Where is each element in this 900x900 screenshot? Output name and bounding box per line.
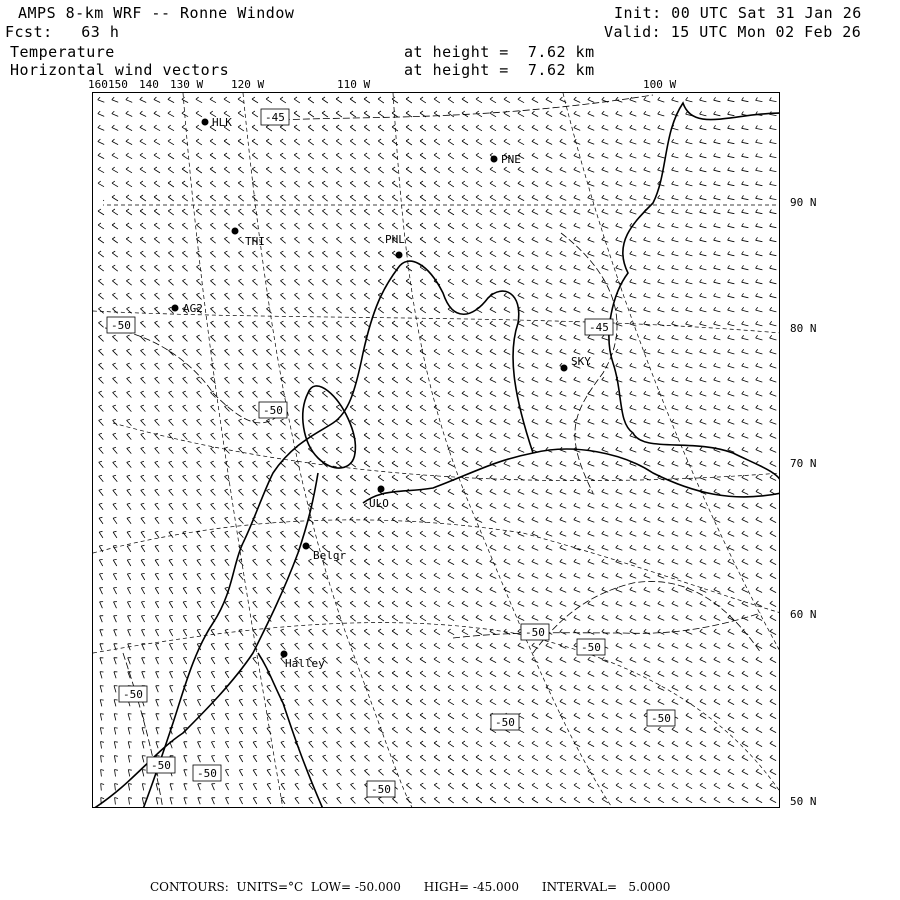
station-ag2-marker xyxy=(172,305,179,312)
contour-label-4 xyxy=(259,402,287,418)
lon-label-120w: 120 W xyxy=(231,78,265,91)
svg-text:-50: -50 xyxy=(111,319,131,332)
berkner-island xyxy=(303,386,356,468)
contour-label-10 xyxy=(147,757,175,773)
lon-label-160: 160 xyxy=(88,78,108,91)
contour-minus50-mid xyxy=(533,581,761,653)
lon-label-130w: 130 W xyxy=(170,78,204,91)
wind-barbs xyxy=(98,97,777,805)
field-label-wind: Horizontal wind vectors xyxy=(10,61,230,79)
lat-label-80n: 80 N xyxy=(790,322,817,335)
svg-text:-50: -50 xyxy=(525,626,545,639)
contour-label-9 xyxy=(647,710,675,726)
lat-label-90n: 90 N xyxy=(790,196,817,209)
height-label-1: at height = 7.62 km xyxy=(404,43,595,61)
parallel-70n xyxy=(113,423,780,481)
station-phl-label: PHL xyxy=(385,233,405,246)
contour-minus50-west xyxy=(105,328,283,423)
contour-label-1 xyxy=(261,109,289,125)
lon-label-110w: 110 W xyxy=(337,78,371,91)
contour-label-8 xyxy=(491,714,519,730)
svg-text:-50: -50 xyxy=(263,404,283,417)
contour-label-3 xyxy=(585,319,613,335)
field-label-temperature: Temperature xyxy=(10,43,115,61)
station-phl-marker xyxy=(396,252,403,259)
valid-time: Valid: 15 UTC Mon 02 Feb 26 xyxy=(604,23,862,41)
station-halley-label: Halley xyxy=(285,657,325,670)
station-hlk-marker xyxy=(202,119,209,126)
lat-label-60n: 60 N xyxy=(790,608,817,621)
contour-info-footer: CONTOURS: UNITS=°C LOW= -50.000 HIGH= -45.000 INTERVAL= 5.0000 xyxy=(150,880,671,894)
meridian-100w xyxy=(563,93,780,653)
svg-text:-50: -50 xyxy=(123,688,143,701)
plot-title: AMPS 8-km WRF -- Ronne Window xyxy=(18,4,295,22)
map-panel xyxy=(92,92,780,808)
svg-text:-45: -45 xyxy=(589,321,609,334)
station-thi-label: THI xyxy=(245,235,265,248)
lat-label-50n: 50 N xyxy=(790,795,817,808)
svg-text:-50: -50 xyxy=(495,716,515,729)
bellingshausen-coast xyxy=(363,449,780,503)
west-coast xyxy=(93,473,318,808)
contour-label-13 xyxy=(93,193,103,207)
svg-text:-50: -50 xyxy=(197,767,217,780)
station-belgr-marker xyxy=(303,543,310,550)
svg-text:-50: -50 xyxy=(651,712,671,725)
station-thi-marker xyxy=(232,228,239,235)
station-labels xyxy=(183,116,591,670)
station-sky-marker xyxy=(561,365,568,372)
init-time: Init: 00 UTC Sat 31 Jan 26 xyxy=(614,4,862,22)
forecast-hour: Fcst: 63 h xyxy=(5,23,120,41)
contour-minus45-top xyxy=(263,95,653,121)
map-canvas xyxy=(93,93,780,808)
svg-text:-50: -50 xyxy=(371,783,391,796)
station-sky-label: SKY xyxy=(571,355,591,368)
contour-label-12 xyxy=(367,781,395,797)
contour-label-11 xyxy=(193,765,221,781)
svg-text:-50: -50 xyxy=(151,759,171,772)
station-belgr-label: Belgr xyxy=(313,549,347,562)
antarctic-peninsula-coast xyxy=(609,103,780,483)
lon-label-100w: 100 W xyxy=(643,78,677,91)
contour-label-2 xyxy=(107,317,135,333)
station-hlk-label: HLK xyxy=(212,116,232,129)
station-ulo-label: ULO xyxy=(369,497,389,510)
svg-text:-50: -50 xyxy=(581,641,601,654)
height-label-2: at height = 7.62 km xyxy=(404,61,595,79)
contour-label-7 xyxy=(119,686,147,702)
lon-label-140: 140 xyxy=(139,78,159,91)
contour-labels xyxy=(93,109,675,797)
svg-text:-45: -45 xyxy=(265,111,285,124)
lon-label-150: 150 xyxy=(108,78,128,91)
contour-label-5 xyxy=(521,624,549,640)
lat-label-70n: 70 N xyxy=(790,457,817,470)
wind-vector-field xyxy=(98,97,777,805)
station-pne-marker xyxy=(491,156,498,163)
station-ag2-label: AG2 xyxy=(183,302,203,315)
station-pne-label: PNE xyxy=(501,153,521,166)
contour-label-6 xyxy=(577,639,605,655)
parallel-60n xyxy=(93,520,780,613)
station-ulo-marker xyxy=(378,486,385,493)
